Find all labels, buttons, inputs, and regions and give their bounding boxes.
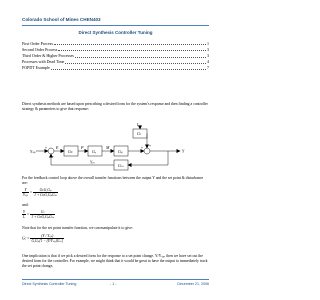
load-block: Gₗ: [137, 131, 141, 136]
toc-page: 3: [207, 52, 209, 58]
header-school: Colorado School of Mines CHEN403: [22, 17, 101, 22]
eq3-lhs: Gᴄ =: [22, 236, 30, 241]
toc-leader: [58, 50, 206, 51]
load-sum-sign: +: [149, 144, 151, 148]
toc-leader: [51, 69, 206, 70]
eq3-rhs-num: (Y / Yₛₚ): [30, 234, 64, 239]
block-diagram: [30, 123, 200, 171]
toc-page: 1: [207, 40, 209, 46]
eq2-lhs: [22, 210, 26, 220]
toc-page: 4: [207, 59, 209, 65]
input-label: Yₛₚ: [30, 149, 36, 154]
footer-page-number: - 1 -: [110, 282, 117, 286]
toc-label: Third Order & Higher Processes: [22, 52, 74, 58]
note-paragraph: Note that for the set point transfer function, we can manipulate it to give:: [22, 226, 133, 230]
document-title: Direct Synthesis Controller Tuning: [78, 30, 153, 35]
setpoint-sign: +: [45, 146, 47, 150]
controller-output-signal: P: [81, 145, 84, 150]
eq2-rhs-num: Gₗ: [30, 210, 55, 215]
controller-equation: [22, 234, 64, 244]
eq3-rhs-den: GᵥGₚ[1 − (Y/Yₛₚ)Gₘ]: [31, 239, 64, 244]
eq1-rhs-den: 1 + GᴄGᵥGₚGₘ: [34, 193, 57, 198]
toc-page: 3: [207, 46, 209, 52]
toc-label: First Order Process: [22, 40, 53, 46]
process-block: Gₚ: [118, 149, 123, 154]
sensor-block: Gₘ: [118, 163, 124, 168]
manipulated-signal: M: [106, 145, 110, 150]
toc-leader: [65, 63, 206, 64]
eq1-rhs-num: GᴄGᵥGₚ: [33, 188, 58, 193]
intro-paragraph: Direct synthesis methods are based upon prescribing a desired form for the system's response and then finding a controller strategy & parameters to give that response:: [22, 102, 208, 111]
header-rule: [22, 25, 209, 26]
eq3-rhs: [30, 234, 64, 244]
feedback-paragraph: For the feedback control loop above the overall transfer functions between the output Y and the set point & disturbance are:: [22, 176, 204, 185]
feedback-sign: −: [52, 155, 54, 159]
error-signal: E: [56, 145, 59, 150]
controller-block: Gᴄ: [68, 149, 73, 154]
toc-label: FOPDT Example: [22, 65, 50, 71]
toc-label: Second Order Process: [22, 46, 58, 52]
footer-date: December 21, 2006: [177, 282, 209, 286]
footer-left: Direct Synthesis Controller Tuning: [22, 282, 77, 286]
implication-paragraph: One implication is that if we pick a desired form for the response to a set point change, Y/Yₛₚ, then we have set out the desired form for the controller. For example, we might think that it would be great to have the output to immediately track the set point change,: [22, 254, 208, 268]
disturbance-transfer-equation: [22, 210, 55, 220]
eq2-rhs: [30, 210, 55, 220]
setpoint-transfer-equation: [22, 188, 58, 198]
eq2-equals: =: [26, 212, 30, 217]
eq2-lhs-num: Y: [23, 210, 25, 214]
footer-rule: [22, 279, 209, 280]
eq1-lhs-den: Yₛₚ: [23, 193, 28, 198]
toc-leader: [75, 57, 206, 58]
eq1-lhs: [22, 188, 29, 198]
eq2-lhs-den: L: [23, 215, 25, 220]
output-label: Y: [182, 148, 185, 154]
toc-leader: [54, 44, 206, 45]
valve-block: Gᵥ: [92, 149, 97, 154]
eq1-equals: =: [29, 190, 33, 195]
eq2-rhs-den: 1 + GᴄGᵥGₚGₘ: [31, 215, 55, 220]
toc-entry[interactable]: [22, 65, 209, 71]
table-of-contents: [22, 40, 209, 71]
process-sum-sign: +: [141, 146, 143, 150]
eq1-rhs: [33, 188, 58, 198]
measured-signal: Yₘ: [90, 159, 95, 165]
and-text: and:: [22, 203, 29, 207]
disturbance-label: L: [137, 123, 140, 127]
eq1-lhs-num: Y: [22, 188, 29, 193]
toc-label: Processes with Dead Time: [22, 59, 65, 65]
toc-page: 7: [207, 65, 209, 71]
